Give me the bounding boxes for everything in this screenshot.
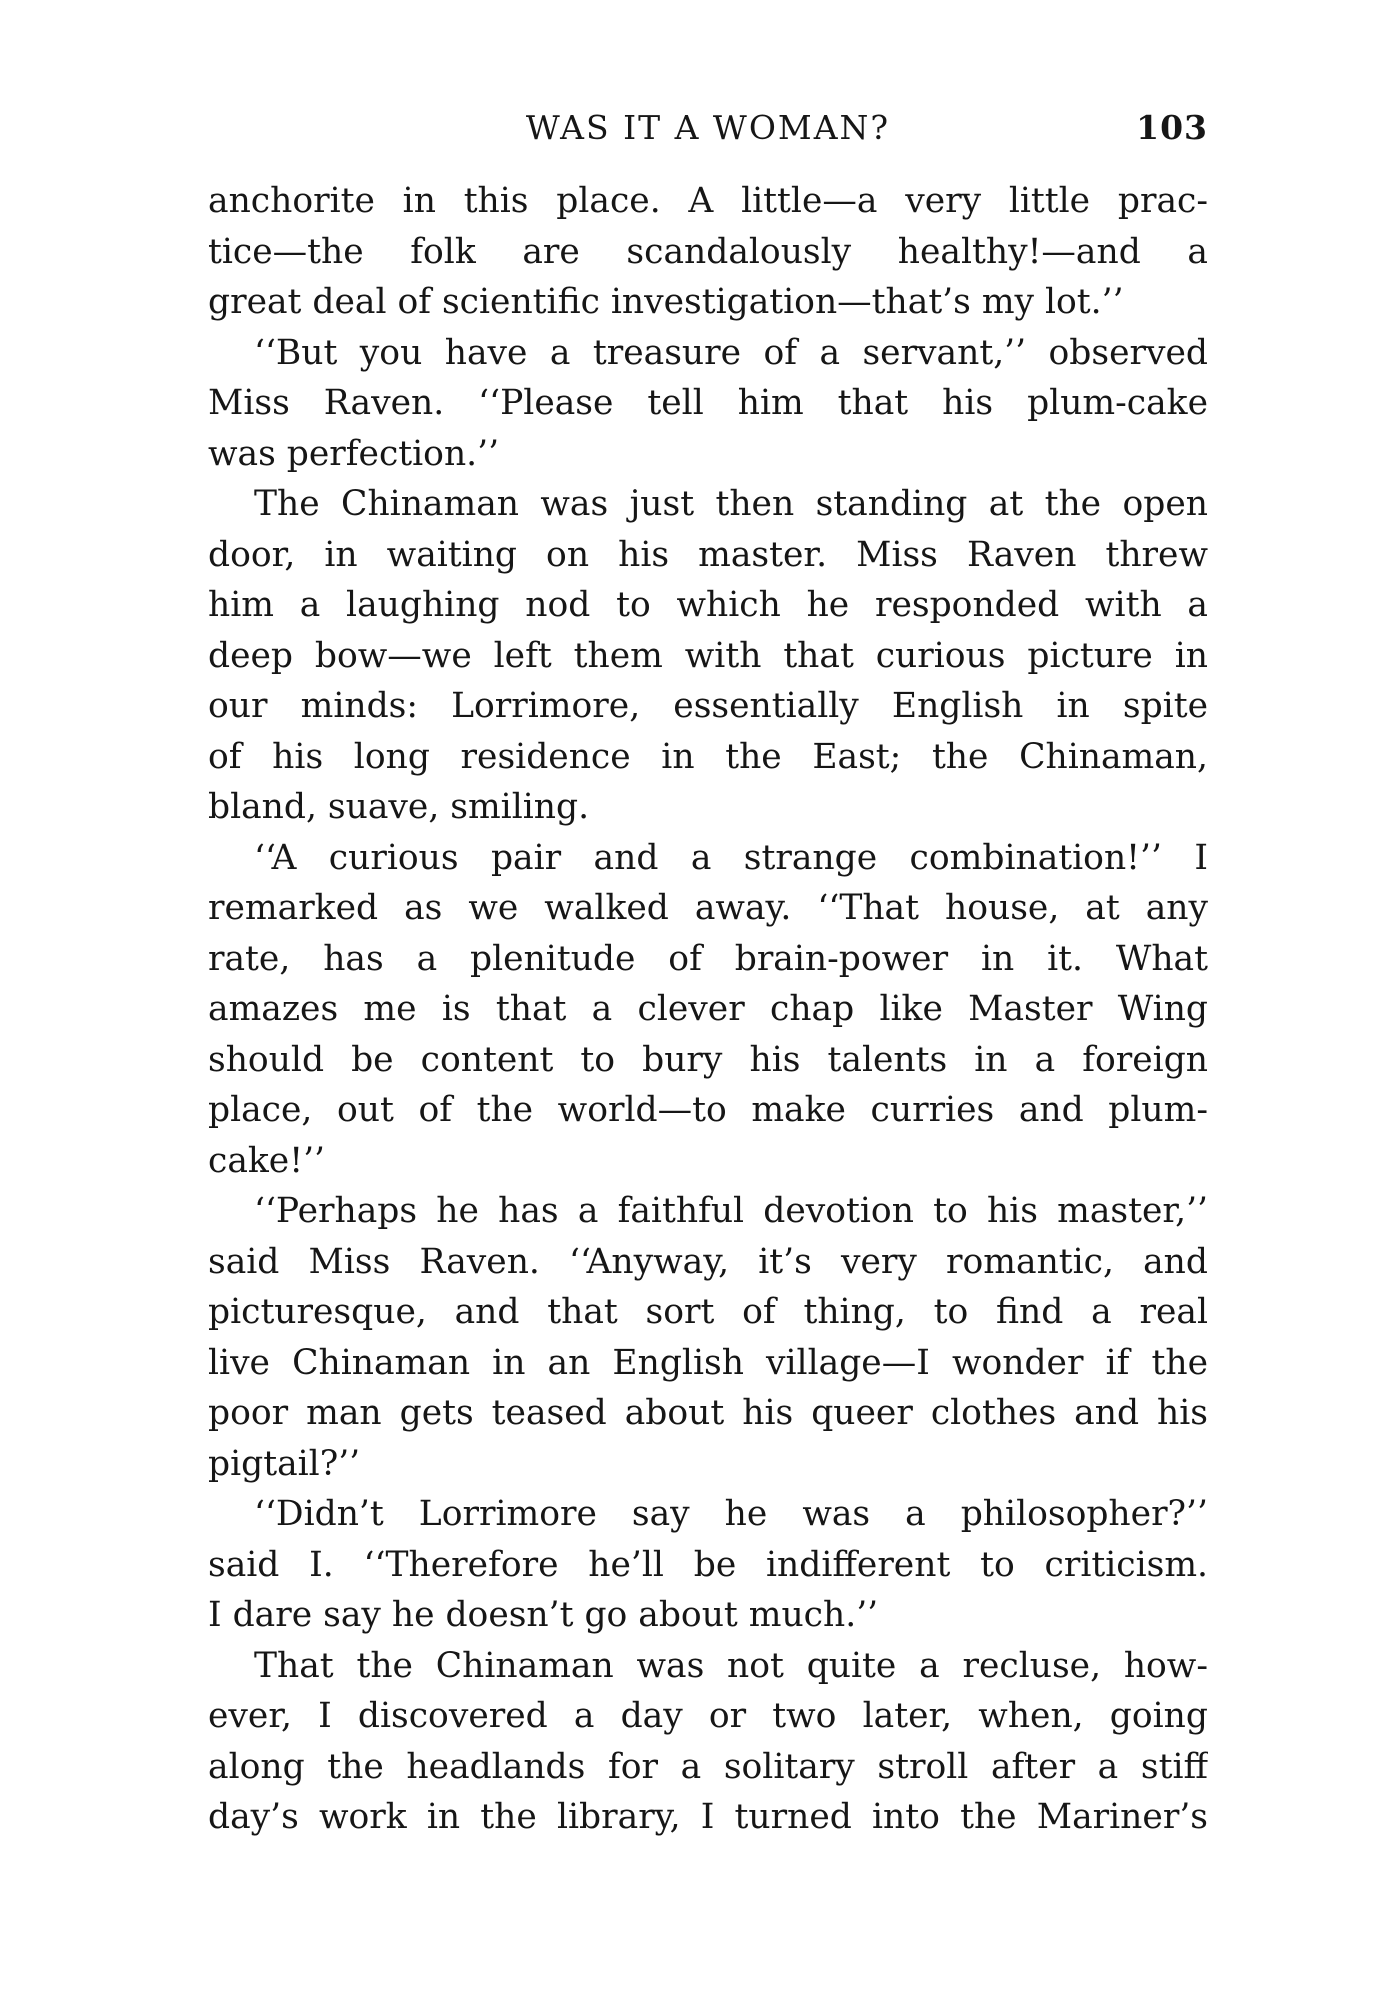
text-line: ‘‘A curious pair and a strange combination!’’ I	[254, 837, 1208, 878]
text-line: live Chinaman in an English village—I wonder if the	[208, 1342, 1208, 1383]
text-line: The Chinaman was just then standing at the open	[254, 484, 1208, 524]
text-line: should be content to bury his talents in a foreign	[208, 1039, 1208, 1080]
book-page	[208, 108, 1208, 1843]
running-title: WAS IT A WOMAN?	[525, 108, 891, 147]
text-line: ‘‘But you have a treasure of a servant,’’ observed	[254, 332, 1208, 373]
text-line: ‘‘Didn’t Lorrimore say he was a philosopher?’’	[254, 1494, 1208, 1534]
paragraph	[208, 1641, 1208, 1843]
text-line: That the Chinaman was not quite a recluse, how-	[254, 1645, 1208, 1686]
text-line: great deal of scientific investigation—that’s my lot.’’	[208, 282, 1124, 322]
text-line: him a laughing nod to which he responded with a	[208, 585, 1208, 625]
text-line: our minds: Lorrimore, essentially English in spite	[208, 686, 1208, 726]
body-text	[208, 176, 1208, 1843]
text-line: tice—the folk are scandalously healthy!—and a	[208, 231, 1208, 272]
text-line: place, out of the world—to make curries and plum-	[208, 1090, 1208, 1130]
text-line: bland, suave, smiling.	[208, 787, 590, 827]
text-line: ever, I discovered a day or two later, when, going	[208, 1696, 1208, 1736]
text-line: was perfection.’’	[208, 433, 500, 474]
text-line: deep bow—we left them with that curious picture in	[208, 635, 1208, 676]
page-number: 103	[1136, 108, 1208, 147]
running-head	[208, 108, 1208, 170]
text-line: cake!’’	[208, 1140, 326, 1181]
paragraph	[208, 1186, 1208, 1489]
text-line: anchorite in this place. A little—a very little prac-	[208, 181, 1208, 221]
text-line: poor man gets teased about his queer clothes and his	[208, 1393, 1208, 1433]
paragraph	[208, 833, 1208, 1187]
paragraph	[208, 176, 1208, 328]
text-line: door, in waiting on his master. Miss Raven threw	[208, 534, 1208, 575]
text-line: along the headlands for a solitary stroll after a stiff	[208, 1746, 1208, 1787]
text-line: ‘‘Perhaps he has a faithful devotion to his master,’’	[254, 1191, 1208, 1231]
text-line: pigtail?’’	[208, 1443, 361, 1484]
text-line: Miss Raven. ‘‘Please tell him that his plum-cake	[208, 383, 1208, 423]
paragraph	[208, 479, 1208, 833]
paragraph	[208, 1489, 1208, 1641]
text-line: said Miss Raven. ‘‘Anyway, it’s very romantic, and	[208, 1241, 1208, 1282]
text-line: day’s work in the library, I turned into the Mariner’s	[208, 1797, 1208, 1837]
text-line: amazes me is that a clever chap like Master Wing	[208, 989, 1208, 1029]
text-line: said I. ‘‘Therefore he’ll be indifferent to criticism.	[208, 1544, 1208, 1585]
text-line: I dare say he doesn’t go about much.’’	[208, 1595, 879, 1635]
text-line: remarked as we walked away. ‘‘That house, at any	[208, 888, 1208, 928]
text-line: of his long residence in the East; the Chinaman,	[208, 736, 1208, 777]
text-line: picturesque, and that sort of thing, to find a real	[208, 1292, 1208, 1332]
paragraph	[208, 328, 1208, 480]
text-line: rate, has a plenitude of brain-power in it. What	[208, 938, 1208, 979]
